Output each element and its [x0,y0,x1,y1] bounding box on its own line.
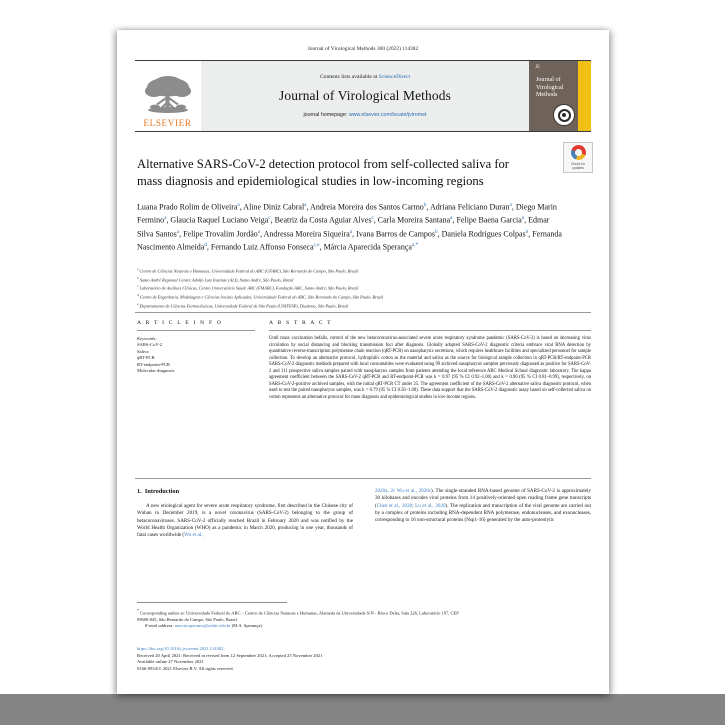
article-info-heading: A R T I C L E I N F O [137,320,223,326]
citation-separator: ; [412,502,416,509]
background-shade [0,694,725,725]
contents-line [320,74,410,80]
copyright-line: 0166-0934/© 2021 Elsevier B.V. All rights reserved. [137,665,234,671]
section-title: Introduction [144,488,180,495]
contents-prefix: Contents lists available at [319,74,379,80]
doi-link[interactable]: https://doi.org/10.1016/j.jviromet.2021.114382 [137,646,224,651]
author-affiliation-mark: a [521,215,525,222]
running-head: Journal of Virological Methods 300 (2022) 114382 [307,46,419,52]
footnote-block [137,608,467,629]
footer-block [137,646,467,672]
available-online: Available online 27 November 2021 [137,659,204,665]
author-affiliation-mark: a [349,228,353,235]
footnote-rule [137,602,287,603]
keywords-label: Keywords: [137,336,157,341]
affiliation-text: Centro de Ciências Naturais e Humanas, Universidade Federal do ABC (UFABC), São Bernardo do Campo, São Paulo, Brazil [138,268,359,274]
author-affiliation-mark: a [257,228,261,235]
intro-paragraph-left [137,503,353,539]
body-column-right [375,488,591,524]
section-number: 1. [137,488,142,495]
journal-cover-thumbnail [529,61,591,131]
masthead-center [201,61,529,131]
author-name: Aline Diniz Cabral [243,202,305,212]
author-affiliation-mark: a [176,228,180,235]
cover-mark-label: JE [535,65,540,70]
journal-homepage-link[interactable]: www.elsevier.com/locate/jviromet [348,112,427,118]
affiliation-mark: d [137,293,139,298]
cover-title-text: Journal of Virological Methods [536,77,564,99]
article-info-rule [137,330,255,331]
cover-accent-stripe [578,61,591,131]
corresponding-author-note [137,608,467,623]
affiliation-item [137,275,577,284]
affiliation-mark: a [137,267,139,271]
author-affiliation-mark: b [423,202,427,208]
affiliation-mark: b [137,275,139,280]
keywords-list [137,342,255,374]
author-name: Adriana Feliciano Duran [429,202,510,212]
intro-text-left: A new etiological agent for severe acute respiratory syndrome, first described in the Chinese city of Wuhan in December 2019, is a novel coronavirus (SARS-CoV-2) belonging to the group of betacoronaviruses. SARS-CoV-2 officially reached Brazil in February 2020 and was notified by the World Health Organization (WHO) as a pandemic in March 2020, producing in one year, thousands of fatal cases worldwide ( [137,503,353,539]
pdf-page [117,30,609,694]
author-name: Fernando Luiz Affonso Fonseca [210,243,314,253]
journal-title: Journal of Virological Methods [279,88,451,103]
citation-link-wu[interactable]: Wu et al., [184,532,204,539]
email-owner: (M.A. Sperança). [231,623,263,629]
author-name: Márcia Aparecida Sperança [323,243,412,253]
abstract-column [269,320,591,401]
elsevier-tree-icon [142,74,194,118]
author-affiliation-mark: a [509,202,512,208]
author-affiliation-mark: a [237,202,240,208]
elsevier-wordmark: ELSEVIER [143,118,192,128]
affiliation-text: Laboratório de Análises Clínicas, Centro Universitário Saúde ABC (FMABC), Fundação ABC, Santo André, São Paulo, Brazil [138,285,359,291]
journal-masthead [135,60,591,132]
intro-text-right-2: ). The replication and transcription of the viral genome are carried out by a complex of proteins including RNA-dependent RNA polymerase, endonucleases, and exonucleases, corresponding to 16 non-structural proteins (Nsp1-16) generated by the auto-proteolytic [375,502,591,524]
affiliation-item [137,301,577,310]
affiliation-text: Santo André Regional Center, Adolfo Lutz Institute (ALI), Santo André, São Paulo, Brazil [138,277,294,283]
affiliation-item [137,292,577,301]
author-name: Andressa Moreira Siqueira [263,229,350,239]
author-affiliation-mark: c [268,215,271,222]
author-affiliation-mark: b [435,228,438,235]
received-dates: Received 20 April 2021; Received in revised form 12 September 2021; Accepted 25 November 2021 [137,652,323,658]
keyword-item: Molecular diagnosis [137,368,175,374]
keyword-item: SARS-CoV-2 [137,342,163,348]
elsevier-logo [135,61,201,131]
email-label: E-mail address: [145,623,174,629]
affiliation-text: Centro de Engenharia, Modelagem e Ciências Sociais Aplicadas, Universidade Federal do ABC, São Bernardo do Campo, São Paulo, Brazil [138,294,384,300]
author-affiliation-mark: a [164,215,167,222]
footnote-star: * [137,609,139,613]
author-affiliation-mark: d [204,242,207,249]
author-name: Felipe Baena Garcia [456,216,522,226]
author-affiliation-mark: c,e [313,242,320,249]
author-name: Fernanda Nascimento Almeida [137,229,562,253]
page-title: Alternative SARS-CoV-2 detection protocol from self-collected saliva for mass diagnosis and epidemiological studies in low-incoming regions [137,157,510,188]
author-affiliation-mark: c [371,215,374,222]
author-affiliation-mark: a,* [411,242,419,249]
citation-link-lead[interactable]: 2020a, 2c Wu et al., 2020c [375,488,432,494]
email-link[interactable]: marcia.speranca@ufabc.edu.br [174,623,231,629]
citation-link-chen[interactable]: Chen et al., 2020 [376,502,413,509]
affiliation-text: Departamento de Ciências Farmacêuticas, Universidade Federal de São Paulo (UNIFESP), Diadema, São Paulo, Brazil [138,303,349,309]
body-column-left [137,488,353,539]
sciencedirect-link[interactable]: ScienceDirect [378,74,411,80]
author-name: Glaucia Raquel Luciano Veiga [170,216,269,226]
crossmark-badge[interactable] [563,142,593,173]
abstract-text: Until mass vaccination befalls, control of the new betacoronavirus-associated severe acute respiratory syndrome pandemic (SARS-CoV-2) is based on decreasing virus circulation by social distancing and blocking transmission foci after diagnosis. Globally adopted SARS-CoV-2 diagnostic criteria embrace viral RNA detection by quantitative reverse-transcription polymerase chain reaction (qRT-PCR) on nasopharynx secretions, which requires healthcare facilities and specialized personnel for sample collection. To develop an alternative protocol, hydrophilic cotton as the material and saliva as the source for biological sample collection in qRT-PCR/RT-endpoint-PCR SARS-CoV-2 diagnostic methods prepared with local consumables were evaluated using 99 archived nasopharynx samples previously diagnosed as positive for SARS-CoV-2 and 111 prospective saliva samples paired with nasopharynx samples from patients attending the local reference ABC Medical School diagnostic laboratory. The kappa agreement coefficient between the SARS-CoV-2 qRT-PCR and RT-endpoint-PCR was k = 0.97 (95 % CI 0.92–1.00) and k = 0.90 (95 % CI 0.81–0.99), respectively, on SARS-CoV-2-positive archived samples, with the initial qRT-PCR CT under 25. The agreement coefficient of the SARS-CoV-2 alternative saliva diagnostic protocol, when used to test the paired nasopharynx samples, was k = 0.79 (95 % CI 0.56–1.00). These data support that the SARS-CoV-2 diagnostic assay based on self-collected saliva on cotton represents an alternative protocol for mass diagnosis and epidemiological studies in low-income regions. [269,336,591,400]
author-name: Luana Prado Rolim de Oliveira [137,202,238,212]
keyword-item: RT-endpoint-PCR [137,361,170,367]
author-list: Luana Prado Rolim de Oliveira$^a$, Aline Diniz Cabral$^a$, Andreia Moreira dos Santos Carmo$^b$, Adriana Feliciano Duran$^a$, Diego Marin Fermino$^a$, Glaucia Raquel Luciano Veiga$^c$, Beatriz da Costa Aguiar Alves$^c$, Carla Moreira Santana$^a$, Felipe Baena Garcia$^a$, Edmar Silva Santos$^a$, Felipe Trovalim Jordão$^a$, Andressa Moreira Siqueira$^a$, Ivana Barros de Campos$^b$, Daniela Rodrigues Colpas$^b$, Fernanda Nascimento Almeida$^d$, Fernando Luiz Affonso Fonseca$^{c,e}$, Márcia Aparecida Sperança$^{a,*}$ [137,202,562,253]
author-name: Edmar Silva Santos [137,216,550,239]
section-heading [137,488,353,495]
intro-text-right-1: ). The single-stranded RNA-based genome of SARS-CoV-2 is approximately 30 kilobases and encodes viral proteins from 14 positively-oriented open reading frame gene transcripts ( [375,488,591,509]
corresponding-author-text: Corresponding author at: Universidade Federal do ABC – Centro de Ciências Naturais e Humanas, Alameda da Universidade S/N - Bloco Delta, Sala 226, Laboratório 107, CEP 09606-045, São Bernardo do Campo, São Paulo, Brazil. [137,610,459,622]
affiliation-mark: c [137,284,139,289]
author-name: Felipe Trovalim Jordão [183,229,258,239]
cover-target-icon [553,104,575,126]
abstract-block-rule [135,312,591,313]
citation-link-lu[interactable]: Lu et al., 2020 [415,502,446,509]
homepage-prefix: journal homepage: [303,112,349,118]
keyword-item: Saliva [137,348,149,354]
homepage-line [303,112,426,118]
article-info-column [137,320,255,374]
crossmark-ring-icon [571,145,586,160]
affiliation-item [137,283,577,292]
author-affiliation-mark: a [304,202,307,208]
author-affiliation-mark: a [450,215,453,222]
author-name: Carla Moreira Santana [377,216,451,226]
author-name: Diego Marin Fermino [137,202,557,226]
author-affiliation-mark: b [525,228,529,235]
abstract-rule [269,330,591,331]
crossmark-label-line2: updates [571,165,585,170]
body-block-rule [135,478,591,479]
author-name: Ivana Barros de Campos [356,229,436,239]
crossmark-label [571,162,586,170]
keyword-item: qRT-PCR [137,355,155,361]
affiliation-list [137,266,577,310]
intro-paragraph-right-lead [375,488,591,524]
affiliation-item [137,266,577,275]
email-note [137,623,467,629]
author-name: Beatriz da Costa Aguiar Alves [274,216,372,226]
affiliation-mark: e [137,301,139,306]
author-name: Andreia Moreira dos Santos Carmo [310,202,424,212]
abstract-heading: A B S T R A C T [269,320,333,326]
author-name: Daniela Rodrigues Colpas [441,229,526,239]
crossmark-label-line1: Check for [570,161,586,166]
